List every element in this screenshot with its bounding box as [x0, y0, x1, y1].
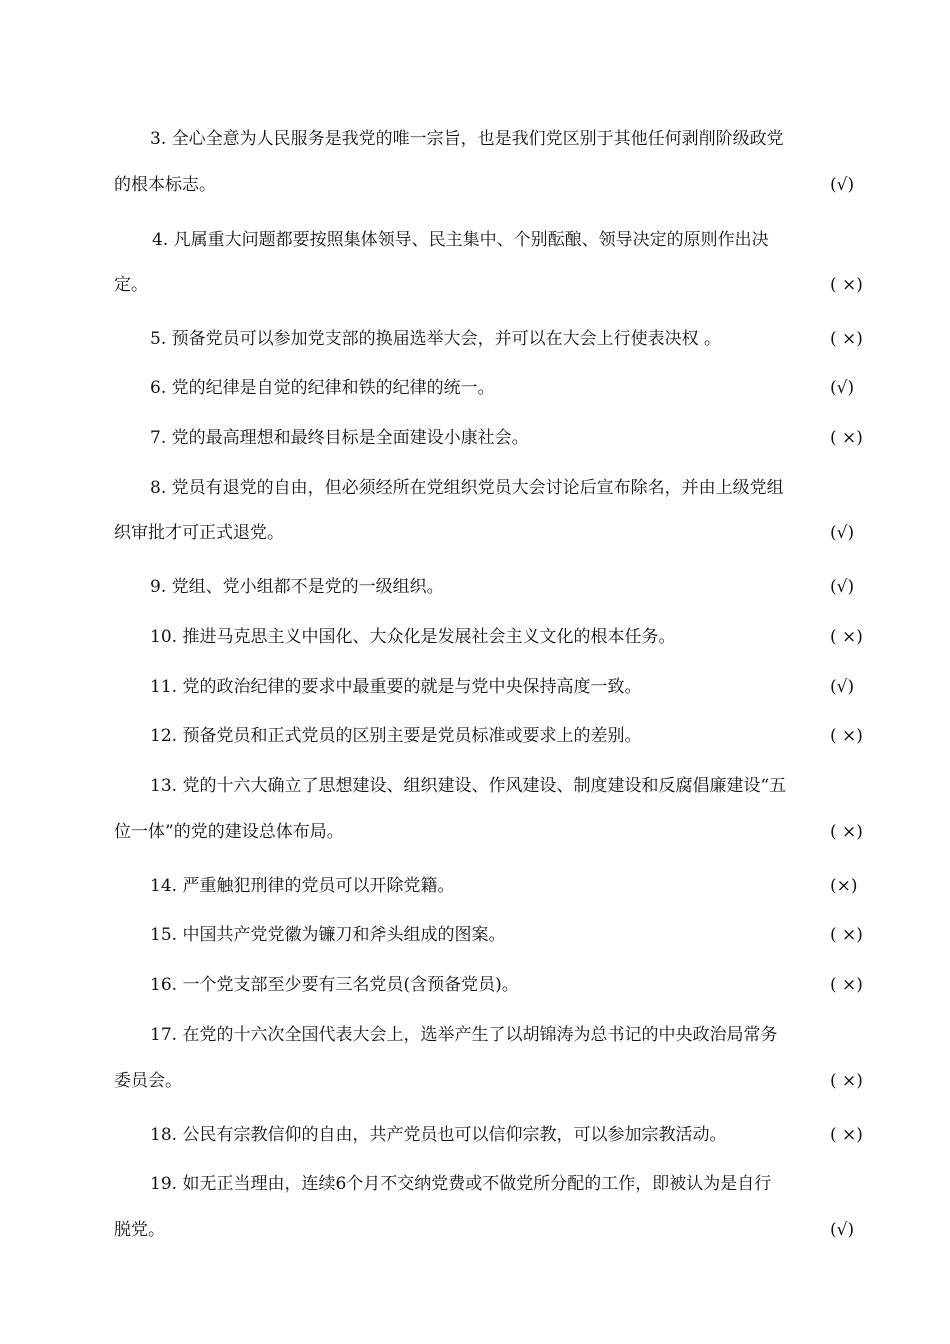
answer-mark: ( ×) [830, 726, 863, 746]
question-text: 9. 党组、党小组都不是党的一级组织。 [150, 577, 444, 597]
answer-mark: ( ×) [830, 275, 863, 295]
question-text-continued: 位一体”的党的建设总体布局。 [114, 822, 344, 842]
answer-mark: ( ×) [830, 329, 863, 349]
answer-mark: ( ×) [830, 925, 863, 945]
answer-mark: ( ×) [830, 975, 863, 995]
answer-mark: ( ×) [830, 428, 863, 448]
question-text: 13. 党的十六大确立了思想建设、组织建设、作风建设、制度建设和反腐倡廉建设“五 [150, 776, 787, 796]
answer-mark: ( ×) [830, 1125, 863, 1145]
question-text-continued: 的根本标志。 [114, 175, 216, 195]
question-text: 4. 凡属重大问题都要按照集体领导、民主集中、个别酝酿、领导决定的原则作出决 [152, 230, 769, 250]
answer-mark: (√) [830, 677, 855, 697]
question-text: 15. 中国共产党党徽为镰刀和斧头组成的图案。 [150, 925, 506, 945]
question-text-continued: 定。 [114, 275, 148, 295]
question-text-continued: 委员会。 [114, 1071, 182, 1091]
question-text: 8. 党员有退党的自由，但必须经所在党组织党员大会讨论后宣布除名，并由上级党组 [150, 478, 784, 498]
answer-mark: (√) [830, 175, 855, 195]
question-text: 16. 一个党支部至少要有三名党员(含预备党员)。 [150, 975, 519, 995]
question-text: 5. 预备党员可以参加党支部的换届选举大会，并可以在大会上行使表决权 。 [150, 329, 722, 349]
answer-mark: ( ×) [830, 1071, 863, 1091]
answer-mark: (×) [830, 876, 858, 896]
answer-mark: (√) [830, 1220, 855, 1240]
question-text: 12. 预备党员和正式党员的区别主要是党员标准或要求上的差别。 [150, 726, 642, 746]
question-text: 10. 推进马克思主义中国化、大众化是发展社会主义文化的根本任务。 [150, 627, 676, 647]
answer-mark: ( ×) [830, 822, 863, 842]
question-text: 18. 公民有宗教信仰的自由，共产党员也可以信仰宗教，可以参加宗教活动。 [150, 1125, 727, 1145]
question-text: 7. 党的最高理想和最终目标是全面建设小康社会。 [150, 428, 529, 448]
question-text-continued: 织审批才可正式退党。 [114, 523, 284, 543]
question-text: 3. 全心全意为人民服务是我党的唯一宗旨，也是我们党区别于其他任何剥削阶级政党 [150, 129, 784, 149]
answer-mark: ( ×) [830, 627, 863, 647]
answer-mark: (√) [830, 523, 855, 543]
question-text-continued: 脱党。 [114, 1220, 165, 1240]
answer-mark: (√) [830, 577, 855, 597]
question-text: 14. 严重触犯刑律的党员可以开除党籍。 [150, 876, 455, 896]
question-text: 19. 如无正当理由，连续6个月不交纳党费或不做党所分配的工作，即被认为是自行 [150, 1174, 772, 1194]
answer-mark: (√) [830, 378, 855, 398]
question-text: 6. 党的纪律是自觉的纪律和铁的纪律的统一。 [150, 378, 495, 398]
question-text: 17. 在党的十六次全国代表大会上，选举产生了以胡锦涛为总书记的中央政治局常务 [150, 1025, 778, 1045]
question-text: 11. 党的政治纪律的要求中最重要的就是与党中央保持高度一致。 [150, 677, 642, 697]
